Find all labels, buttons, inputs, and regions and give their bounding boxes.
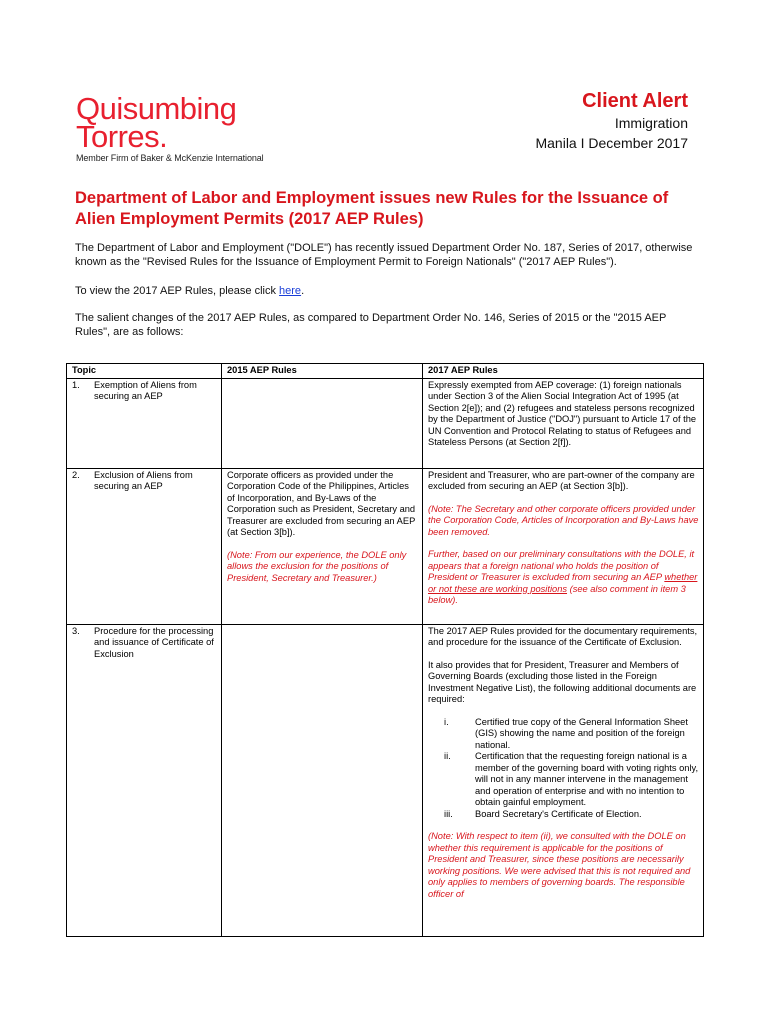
rules-2015-cell	[222, 624, 423, 936]
rules-2017-text: President and Treasurer, who are part-owner of the company are excluded from securing an AEP (at Section 3[b]).	[428, 469, 695, 491]
header-2017-rules: 2017 AEP Rules	[423, 364, 704, 379]
table-header-row	[67, 364, 704, 379]
list-item: i. Certified true copy of the General Information Sheet (GIS) showing the name and position of the foreign national.	[444, 716, 688, 750]
logo-wordmark-line2: Torres.	[76, 119, 168, 154]
rules-2017-text: The 2017 AEP Rules provided for the documentary requirements, and procedure for the issuance of the Certificate of Exclusion.	[428, 625, 698, 647]
topic-text: Exemption of Aliens from securing an AEP	[94, 379, 197, 401]
logo-wordmark-line1: Quisumbing	[76, 91, 237, 126]
table-row	[67, 624, 704, 936]
rules-2017-cell: Expressly exempted from AEP coverage: (1) foreign nationals under Section 3 of the Alien Social Integration Act of 1995 (at Section 2[e]); and (2) refugees and stateless persons recognized by the Department of Justice ("DOJ") pursuant to Article 17 of the UN Convention and Protocol Relating to status of Refugees and Stateless Persons (at Section 2[f]).	[423, 378, 704, 468]
table-row	[67, 468, 704, 624]
row-number: 2.	[72, 469, 80, 480]
alert-location-date: Manila I December 2017	[535, 135, 688, 151]
list-item: ii. Certification that the requesting foreign national is a member of the governing board with voting rights only, will not in any manner intervene in the management and operation of enterprise and with no intention to obtain gainful employment.	[444, 751, 699, 807]
row-number: 3.	[72, 625, 80, 636]
logo-tagline: Member Firm of Baker & McKenzie International	[76, 153, 264, 163]
rules-2017-note: (Note: With respect to item (ii), we consulted with the DOLE on whether this requirement is applicable for the positions of President and Treasurer, since these positions are necessarily working positions. We were advised that this is not required and only applies to members of governing boards. The responsible officer of	[428, 831, 691, 899]
topic-cell	[67, 378, 222, 468]
rules-2017-cell	[423, 624, 704, 936]
rules-2017-cell	[423, 468, 704, 624]
rules-2015-cell	[222, 468, 423, 624]
table-row	[67, 378, 704, 468]
rules-2015-cell	[222, 378, 423, 468]
topic-text: Procedure for the processing and issuance of Certificate of Exclusion	[94, 625, 214, 659]
required-documents-list	[428, 717, 700, 821]
aep-rules-comparison-table	[66, 363, 704, 937]
topic-cell	[67, 624, 222, 936]
document-title: Department of Labor and Employment issues new Rules for the Issuance of Alien Employment Permits (2017 AEP Rules)	[75, 189, 669, 228]
salient-changes-paragraph: The salient changes of the 2017 AEP Rules, as compared to Department Order No. 146, Series of 2015 or the "2015 AEP Rules", are as follows:	[75, 312, 667, 338]
firm-logo	[76, 91, 264, 163]
client-alert-title: Client Alert	[582, 90, 688, 112]
here-link[interactable]: here	[279, 285, 302, 297]
row-number: 1.	[72, 379, 80, 390]
rules-2015-text: Corporate officers as provided under the Corporation Code of the Philippines, Articles of Incorporation, and By-Laws of the Corporation such as President, Secretary and Treasurer are excluded from securing an AEP (at Section 3[b]).	[227, 469, 416, 537]
view-rules-paragraph: To view the 2017 AEP Rules, please click here.	[75, 285, 305, 297]
alert-header	[535, 89, 688, 153]
alert-category: Immigration	[614, 115, 688, 131]
topic-cell	[67, 468, 222, 624]
rules-2017-additional-docs: It also provides that for President, Treasurer and Members of Governing Boards (excluding those listed in the Foreign Investment Negative List), the following additional documents are required:	[428, 659, 697, 704]
intro-paragraph: The Department of Labor and Employment ("DOLE") has recently issued Department Order No. 187, Series of 2017, otherwise known as the "Revised Rules for the Issuance of Employment Permit to Foreign Nationals" ("2017 AEP Rules").	[75, 242, 693, 268]
topic-text: Exclusion of Aliens from securing an AEP	[94, 469, 193, 491]
header-topic: Topic	[67, 364, 222, 379]
rules-2017-note: (Note: The Secretary and other corporate officers provided under the Corporation Code, Articles of Incorporation and By-Laws have been removed.	[428, 503, 699, 537]
header-2015-rules: 2015 AEP Rules	[222, 364, 423, 379]
list-item: iii. Board Secretary's Certificate of Election.	[444, 808, 642, 819]
rules-2015-note: (Note: From our experience, the DOLE only allows the exclusion for the positions of President, Secretary and Treasurer.)	[227, 549, 407, 583]
rules-2017-note-consultation: Further, based on our preliminary consultations with the DOLE, it appears that a foreign national who holds the position of President or Treasurer is excluded from securing an AEP whether or not these are working positions (see also comment in item 3 below).	[428, 549, 698, 605]
